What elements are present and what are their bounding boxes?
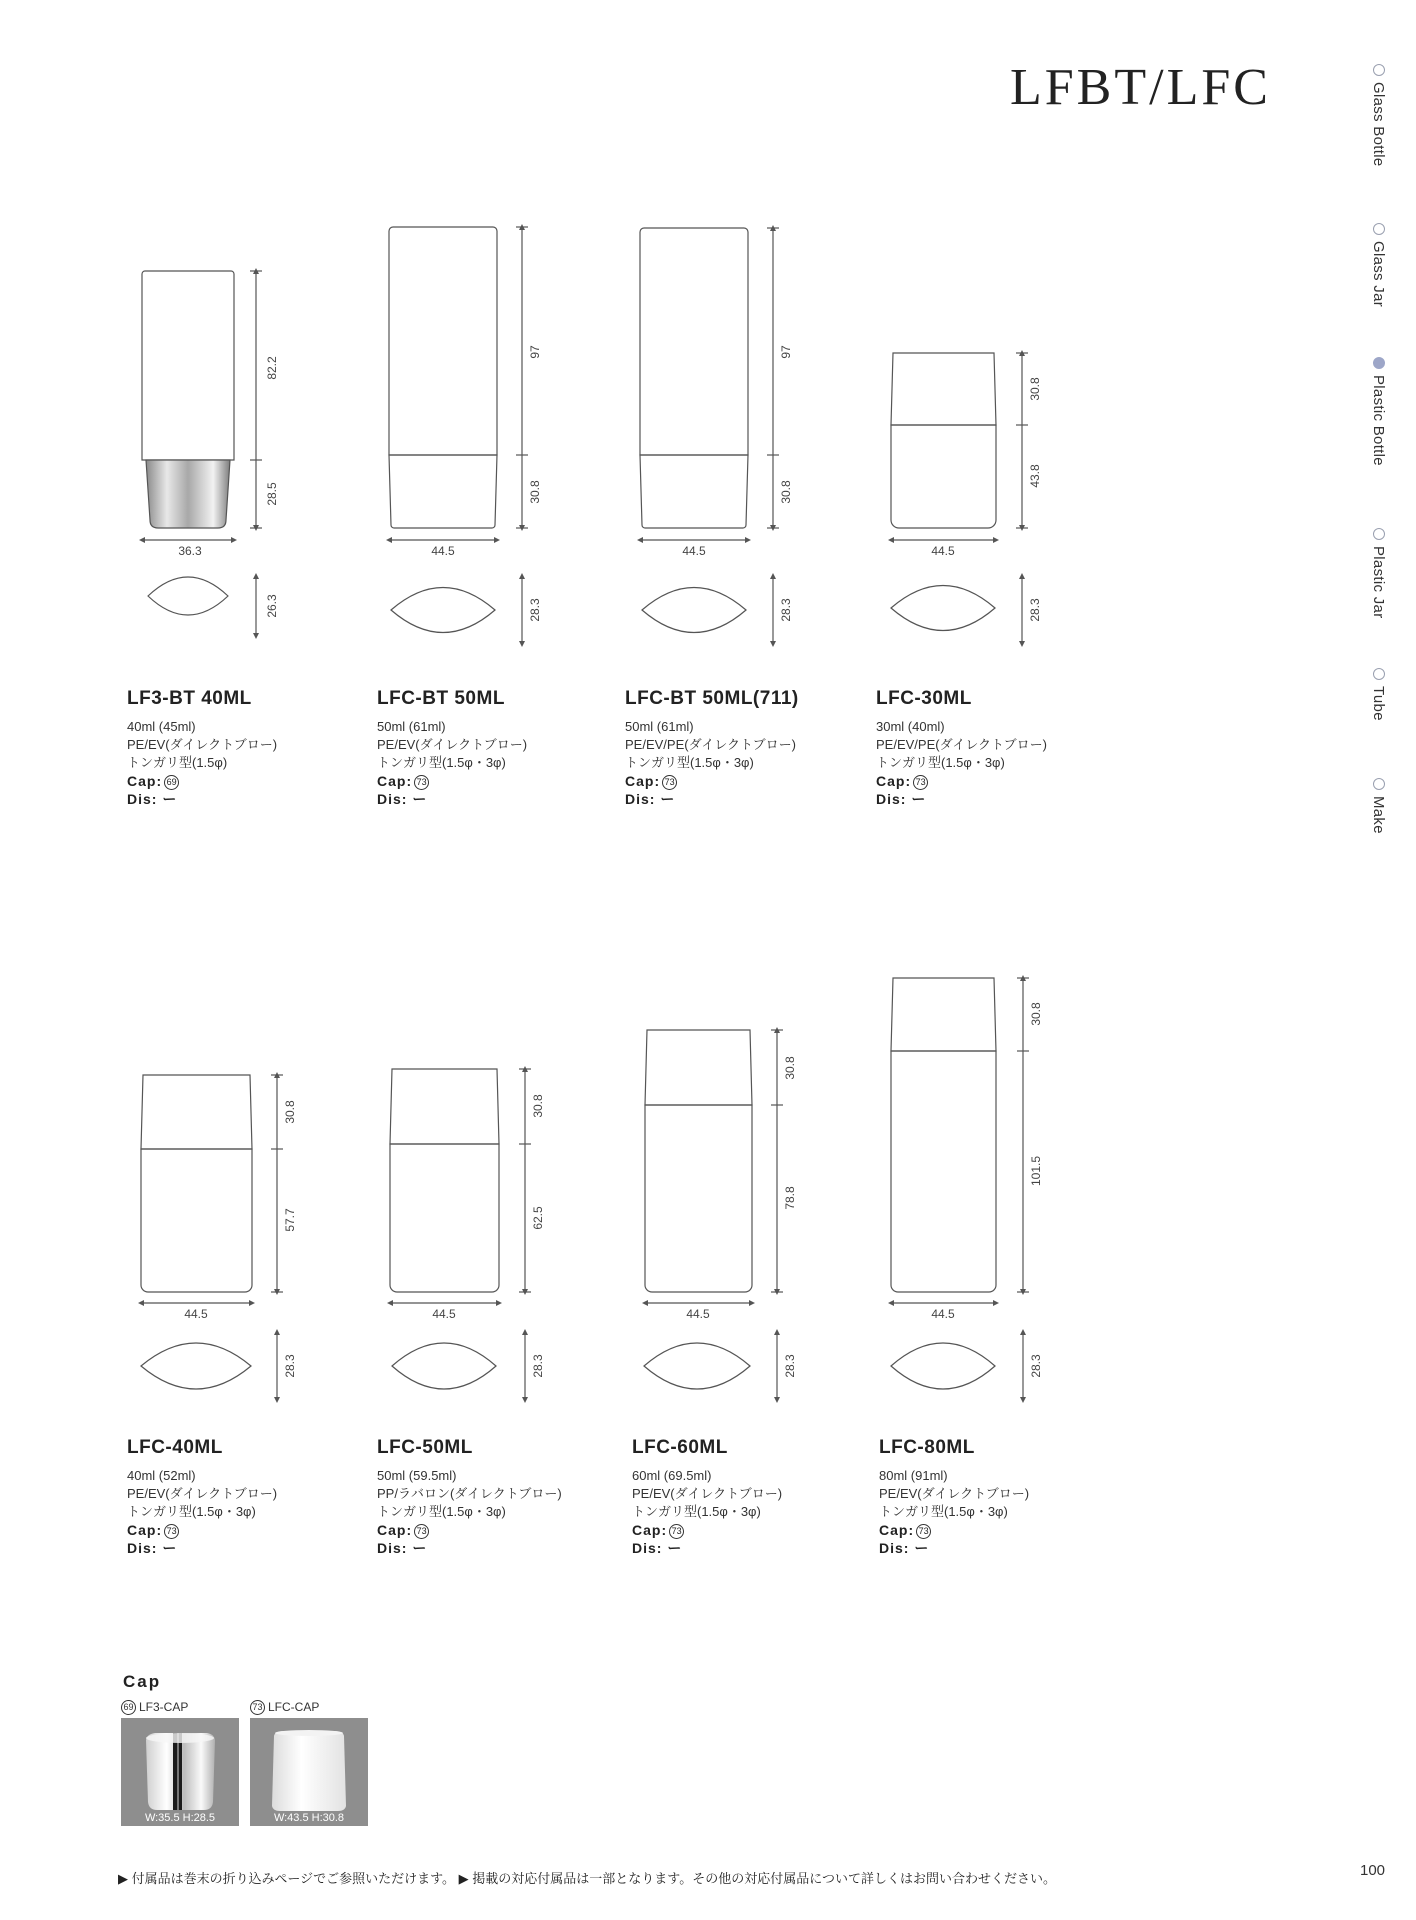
cap-outline	[141, 1075, 252, 1149]
bottle-drawing-lfc-40ml	[141, 1075, 283, 1400]
bottle-body-outline	[640, 228, 748, 455]
dim-label-depth: 28.3	[531, 1354, 545, 1378]
dim-label-height: 30.8	[1029, 1002, 1043, 1026]
cap-card-lfc-cap	[250, 1700, 368, 1826]
dim-label-height: 43.8	[1028, 464, 1042, 488]
bottle-body-outline	[141, 1149, 252, 1292]
dim-label-height: 57.7	[283, 1208, 297, 1232]
dim-label-depth: 26.3	[265, 594, 279, 618]
product-nozzle: トンガリ型(1.5φ・3φ)	[377, 755, 506, 770]
product-capacity: 50ml (61ml)	[625, 719, 694, 734]
cap-number-badge: 73	[913, 775, 928, 790]
bottle-drawing-lfc-60ml	[644, 1030, 783, 1400]
white-cap-image	[250, 1718, 368, 1826]
product-name: LFC-60ML	[632, 1437, 728, 1458]
dim-label-height: 30.8	[1028, 377, 1042, 401]
product-spec-lf3-bt-40ml	[127, 688, 377, 808]
nav-label: Plastic Bottle	[1370, 375, 1387, 466]
bottle-body-outline	[142, 271, 234, 460]
cap-outline	[645, 1030, 752, 1105]
cap-outline	[891, 353, 996, 425]
dim-label-depth: 28.3	[528, 598, 542, 622]
bottle-section-oval	[644, 1343, 750, 1389]
product-spec-lfc-30ml	[876, 688, 1126, 808]
product-capacity: 40ml (45ml)	[127, 719, 196, 734]
bottle-section-oval	[148, 577, 228, 615]
cap-label: Cap:	[625, 773, 661, 789]
product-name: LFC-BT 50ML(711)	[625, 688, 799, 709]
dis-label: Dis:	[625, 791, 656, 807]
dis-value: ー	[412, 791, 428, 807]
product-spec-lfc-80ml	[879, 1437, 1129, 1557]
dis-value: ー	[911, 791, 927, 807]
footer-note: ▶ 付属品は巻末の折り込みページでご参照いただけます。 ▶ 掲載の対応付属品は一部となります。その他の対応付属品について詳しくはお問い合わせください。	[118, 1871, 1056, 1886]
cap-name: LFC-CAP	[268, 1700, 320, 1714]
product-nozzle: トンガリ型(1.5φ・3φ)	[625, 755, 754, 770]
dim-label-height: 28.5	[265, 482, 279, 506]
bottle-drawing-lfc-bt-50ml-711	[640, 228, 779, 644]
bottle-body-outline	[390, 1144, 499, 1292]
product-dispenser-ref	[876, 790, 1126, 808]
cap-number-badge: 73	[164, 1524, 179, 1539]
product-nozzle: トンガリ型(1.5φ・3φ)	[879, 1504, 1008, 1519]
bottle-body-outline	[891, 425, 996, 528]
cap-outline	[640, 455, 748, 528]
page-number: 100	[1360, 1862, 1386, 1879]
product-material: PP/ラバロン(ダイレクトブロー)	[377, 1486, 562, 1501]
bottle-drawing-lfc-80ml	[891, 978, 1029, 1400]
product-material: PE/EV(ダイレクトブロー)	[632, 1486, 783, 1501]
dim-label-height: 97	[779, 345, 793, 359]
nav-label: Tube	[1370, 686, 1387, 721]
dim-label-width: 44.5	[432, 1307, 456, 1321]
product-name: LFC-30ML	[876, 688, 972, 709]
product-dispenser-ref	[127, 790, 377, 808]
cap-label: Cap:	[632, 1522, 668, 1538]
bottle-section-oval	[141, 1343, 251, 1389]
dim-label-height: 78.8	[783, 1186, 797, 1210]
cap-card-lf3-cap	[121, 1700, 239, 1826]
page-title: LFBT/LFC	[1010, 59, 1271, 116]
dim-label-width: 44.5	[682, 544, 706, 558]
dim-label-width: 44.5	[931, 544, 955, 558]
bottle-drawing-lf3-bt-40ml	[142, 271, 262, 636]
cap-section-heading: Cap	[123, 1672, 162, 1691]
product-cap-ref	[625, 772, 875, 790]
product-dispenser-ref	[625, 790, 875, 808]
dim-label-width: 44.5	[931, 1307, 955, 1321]
cap-outline	[390, 1069, 499, 1144]
metallic-cap-image	[121, 1718, 239, 1826]
nav-label: Make	[1370, 796, 1387, 834]
dis-value: ー	[667, 1540, 683, 1556]
nav-label: Plastic Jar	[1370, 546, 1387, 619]
dis-label: Dis:	[127, 1540, 158, 1556]
product-cap-ref	[879, 1521, 1129, 1539]
product-capacity: 40ml (52ml)	[127, 1468, 196, 1483]
cap-dimensions: W:35.5 H:28.5	[144, 1812, 216, 1824]
product-dispenser-ref	[377, 790, 627, 808]
product-capacity: 60ml (69.5ml)	[632, 1468, 712, 1483]
product-nozzle: トンガリ型(1.5φ・3φ)	[127, 1504, 256, 1519]
dim-label-height: 30.8	[531, 1094, 545, 1118]
dis-label: Dis:	[377, 791, 408, 807]
product-dispenser-ref	[879, 1539, 1129, 1557]
cap-photo-lf3	[121, 1718, 239, 1826]
dim-label-height: 62.5	[531, 1206, 545, 1230]
product-material: PE/EV/PE(ダイレクトブロー)	[876, 737, 1047, 752]
dis-value: ー	[162, 791, 178, 807]
product-material: PE/EV(ダイレクトブロー)	[879, 1486, 1030, 1501]
dim-label-height: 30.8	[783, 1056, 797, 1080]
dim-label-depth: 28.3	[1028, 598, 1042, 622]
product-cap-ref	[127, 1521, 377, 1539]
dis-value: ー	[660, 791, 676, 807]
cap-number-badge: 73	[662, 775, 677, 790]
product-name: LFC-BT 50ML	[377, 688, 505, 709]
product-cap-ref	[127, 772, 377, 790]
dis-label: Dis:	[377, 1540, 408, 1556]
bottle-drawing-lfc-30ml	[891, 353, 1028, 644]
product-spec-lfc-50ml	[377, 1437, 627, 1557]
dim-label-width: 44.5	[184, 1307, 208, 1321]
product-material: PE/EV(ダイレクトブロー)	[127, 1486, 278, 1501]
cap-label: Cap:	[377, 773, 413, 789]
product-capacity: 50ml (61ml)	[377, 719, 446, 734]
cap-number-badge: 73	[414, 1524, 429, 1539]
dim-label-width: 44.5	[686, 1307, 710, 1321]
product-name: LF3-BT 40ML	[127, 688, 252, 709]
product-material: PE/EV(ダイレクトブロー)	[127, 737, 278, 752]
product-cap-ref	[632, 1521, 882, 1539]
dis-value: ー	[412, 1540, 428, 1556]
product-name: LFC-40ML	[127, 1437, 223, 1458]
product-capacity: 50ml (59.5ml)	[377, 1468, 457, 1483]
cap-name: LF3-CAP	[139, 1700, 189, 1714]
product-cap-ref	[876, 772, 1126, 790]
product-dispenser-ref	[127, 1539, 377, 1557]
bottle-section-oval	[392, 1343, 496, 1389]
product-nozzle: トンガリ型(1.5φ・3φ)	[876, 755, 1005, 770]
cap-outline	[389, 455, 497, 528]
cap-label: Cap:	[876, 773, 912, 789]
cap-card-label	[121, 1700, 239, 1718]
cap-number-badge: 73	[669, 1524, 684, 1539]
bottle-body-outline	[645, 1105, 752, 1292]
product-capacity: 30ml (40ml)	[876, 719, 945, 734]
cap-number-badge: 73	[250, 1700, 265, 1715]
cap-outline	[891, 978, 996, 1051]
dim-label-height: 30.8	[528, 480, 542, 504]
product-cap-ref	[377, 772, 627, 790]
bottle-section-oval	[891, 1343, 995, 1389]
dis-label: Dis:	[127, 791, 158, 807]
cap-card-label	[250, 1700, 368, 1718]
product-material: PE/EV(ダイレクトブロー)	[377, 737, 528, 752]
bottle-drawing-lfc-50ml	[390, 1069, 531, 1400]
bottle-body-outline	[891, 1051, 996, 1292]
cap-photo-lfc	[250, 1718, 368, 1826]
product-material: PE/EV/PE(ダイレクトブロー)	[625, 737, 796, 752]
dim-label-width: 44.5	[431, 544, 455, 558]
bottle-section-oval	[642, 588, 746, 633]
cap-number-badge: 73	[414, 775, 429, 790]
dim-label-depth: 28.3	[783, 1354, 797, 1378]
product-spec-lfc-40ml	[127, 1437, 377, 1557]
cap-label: Cap:	[879, 1522, 915, 1538]
bottle-section-oval	[891, 586, 995, 631]
cap-label: Cap:	[127, 773, 163, 789]
cap-dimensions: W:43.5 H:30.8	[273, 1812, 345, 1824]
product-cap-ref	[377, 1521, 627, 1539]
metallic-cap	[146, 460, 230, 528]
dim-label-height: 30.8	[283, 1100, 297, 1124]
dis-label: Dis:	[632, 1540, 663, 1556]
nav-label: Glass Jar	[1370, 241, 1387, 308]
dim-label-depth: 28.3	[283, 1354, 297, 1378]
product-nozzle: トンガリ型(1.5φ・3φ)	[632, 1504, 761, 1519]
cap-number-badge: 69	[121, 1700, 136, 1715]
dim-label-height: 97	[528, 345, 542, 359]
product-nozzle: トンガリ型(1.5φ)	[127, 755, 228, 770]
dim-label-depth: 28.3	[779, 598, 793, 622]
cap-number-badge: 69	[164, 775, 179, 790]
product-spec-lfc-bt-50ml-711	[625, 688, 875, 808]
cap-label: Cap:	[127, 1522, 163, 1538]
dis-label: Dis:	[876, 791, 907, 807]
bottle-section-oval	[391, 588, 495, 633]
product-dispenser-ref	[377, 1539, 627, 1557]
product-capacity: 80ml (91ml)	[879, 1468, 948, 1483]
product-name: LFC-50ML	[377, 1437, 473, 1458]
bottle-body-outline	[389, 227, 497, 455]
dim-label-height: 82.2	[265, 356, 279, 380]
dis-value: ー	[914, 1540, 930, 1556]
bottle-drawing-lfc-bt-50ml	[389, 227, 528, 644]
dim-label-width: 36.3	[178, 544, 202, 558]
product-spec-lfc-60ml	[632, 1437, 882, 1557]
product-nozzle: トンガリ型(1.5φ・3φ)	[377, 1504, 506, 1519]
product-spec-lfc-bt-50ml	[377, 688, 627, 808]
dim-label-height: 101.5	[1029, 1155, 1043, 1187]
cap-number-badge: 73	[916, 1524, 931, 1539]
dim-label-depth: 28.3	[1029, 1354, 1043, 1378]
dim-label-height: 30.8	[779, 480, 793, 504]
product-name: LFC-80ML	[879, 1437, 975, 1458]
dis-value: ー	[162, 1540, 178, 1556]
product-dispenser-ref	[632, 1539, 882, 1557]
dis-label: Dis:	[879, 1540, 910, 1556]
cap-label: Cap:	[377, 1522, 413, 1538]
nav-label: Glass Bottle	[1370, 82, 1387, 167]
